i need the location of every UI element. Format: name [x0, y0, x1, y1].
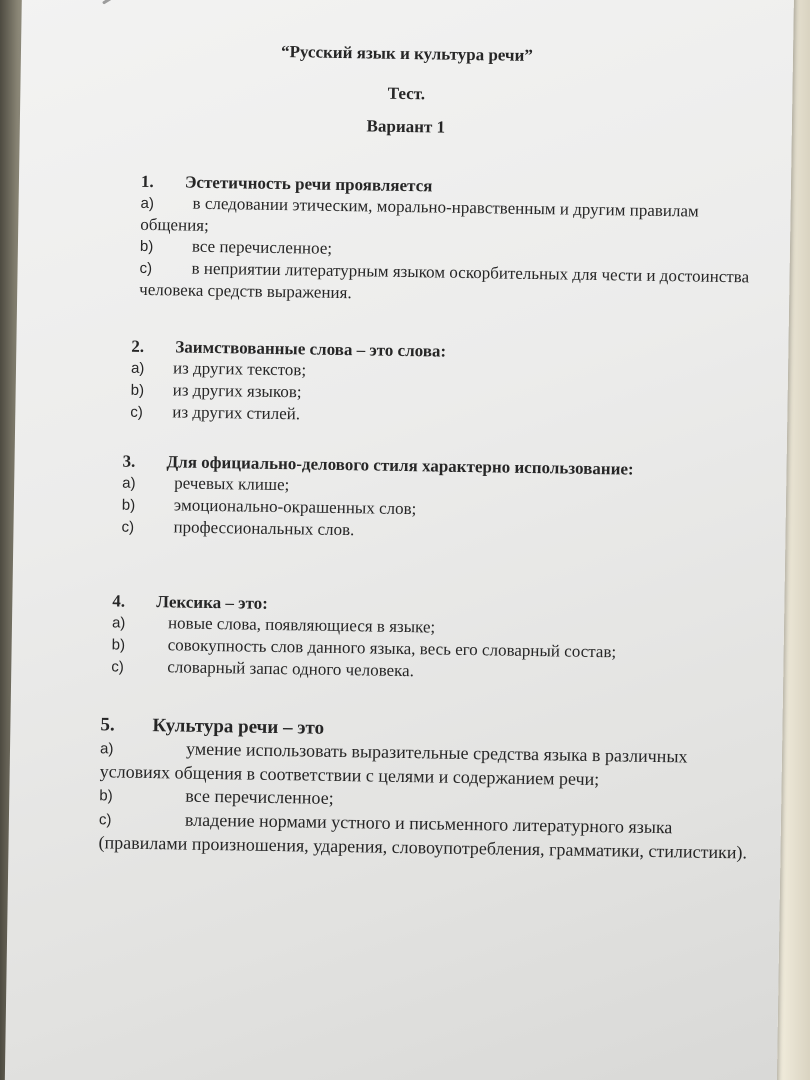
question-number: 1.: [140, 171, 154, 192]
variant-label: Вариант 1: [366, 116, 446, 137]
option-text: новые слова, появляющиеся в языке;: [167, 613, 436, 637]
option-text: все перечисленное;: [185, 785, 334, 808]
option-c: [98, 807, 759, 864]
option-text: речевых клише;: [174, 473, 290, 495]
question-number: 5.: [100, 714, 115, 736]
option-letter: a): [140, 194, 155, 213]
document-body: [5, 0, 794, 1080]
question-text: Для официально-делового стиля характерно использование:: [166, 452, 634, 479]
question-number: 3.: [122, 451, 136, 471]
option-letter: a): [111, 614, 126, 632]
option-letter: c): [130, 403, 143, 421]
question-text: Лексика – это:: [156, 592, 268, 613]
option-text: все перечисленное;: [191, 236, 333, 258]
option-text: из других языков;: [172, 380, 302, 402]
question-number: 2.: [131, 336, 145, 356]
option-letter: c): [111, 658, 124, 676]
option-letter: a): [99, 740, 114, 758]
question-1: [139, 171, 751, 310]
option-text: в неприятии литературным языком оскорбительных для чести и достоинства человека средств выражения.: [139, 258, 750, 303]
question-3: [121, 451, 762, 548]
option-letter: c): [139, 259, 153, 278]
question-5: [98, 713, 760, 864]
option-text: умение использовать выразительные средства языка в различных условиях общения в соответствии с целями и содержанием речи;: [99, 738, 688, 790]
test-sheet: [5, 0, 794, 1080]
option-c: [139, 257, 750, 310]
option-letter: b): [99, 787, 113, 805]
option-text: совокупность слов данного языка, весь его словарный состав;: [167, 635, 617, 662]
option-letter: b): [139, 237, 154, 256]
option-letter: b): [121, 496, 136, 514]
question-text: Заимствованные слова – это слова:: [175, 337, 447, 361]
question-2: [130, 336, 731, 432]
option-text: из других текстов;: [172, 358, 307, 380]
question-4: [111, 590, 752, 687]
option-text: профессиональных слов.: [173, 517, 355, 540]
question-text: Эстетичность речи проявляется: [184, 172, 433, 196]
question-text: Культура речи – это: [152, 715, 325, 739]
option-letter: a): [122, 474, 136, 492]
option-text: в следовании этическим, морально-нравственным и другим правилам общения;: [140, 193, 699, 235]
option-letter: b): [111, 636, 126, 654]
option-letter: c): [121, 518, 135, 536]
option-text: владение нормами устного и письменного литературного языка (правилами произношения, ударения, словоупотребления, грамматики, стилистики).: [98, 809, 748, 863]
option-text: эмоционально-окрашенных слов;: [173, 495, 417, 519]
question-number: 4.: [112, 591, 126, 611]
option-letter: c): [98, 811, 112, 829]
document-subtitle: Тест.: [387, 83, 426, 104]
document-title: “Русский язык и культура речи”: [280, 42, 534, 65]
option-letter: b): [130, 381, 145, 399]
option-text: словарный запас одного человека.: [167, 657, 415, 681]
option-letter: a): [130, 359, 145, 377]
option-text: из других стилей.: [172, 402, 301, 424]
